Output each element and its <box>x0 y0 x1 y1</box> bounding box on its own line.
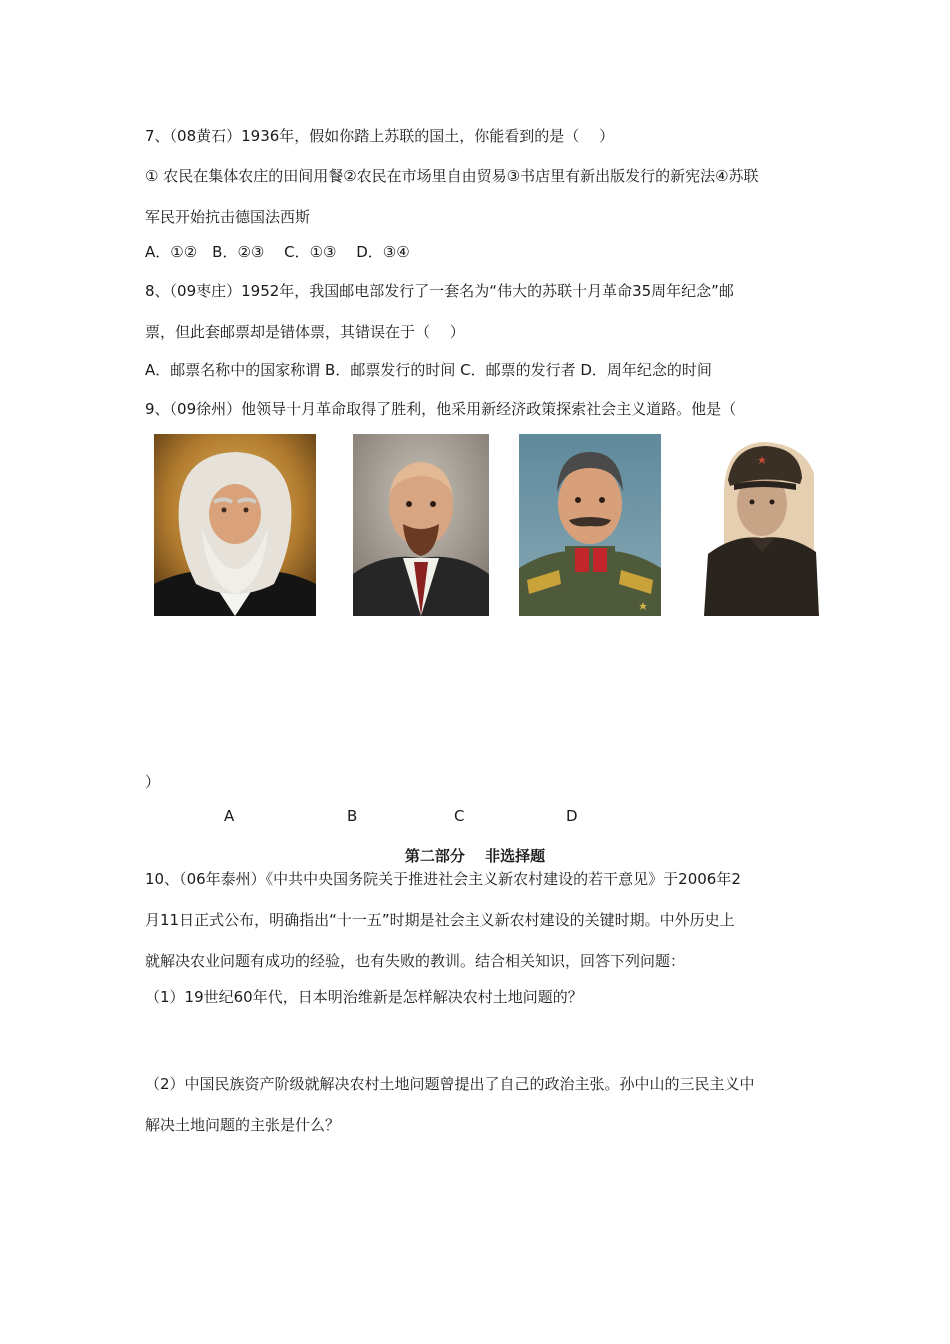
q10-stem-line-1: 10、（06年泰州）《中共中央国务院关于推进社会主义新农村建设的若干意见》于2006年2 <box>145 870 741 888</box>
option-label-a: A <box>224 807 235 825</box>
q7-detail-line-1: ① 农民在集体农庄的田间用餐②农民在市场里自由贸易③书店里有新出版发行的新宪法④苏联 <box>145 167 759 185</box>
q8-options: A．邮票名称中的国家称谓 B．邮票发行的时间 C．邮票的发行者 D．周年纪念的时间 <box>145 361 712 379</box>
q10-subquestion-2-line-1: （2）中国民族资产阶级就解决农村土地问题曾提出了自己的政治主张。孙中山的三民主义中 <box>145 1075 755 1093</box>
option-label-d: D <box>566 807 578 825</box>
q7-stem: 7、（08黄石）1936年，假如你踏上苏联的国土，你能看到的是（ ） <box>145 127 615 145</box>
q10-stem-line-3: 就解决农业问题有成功的经验，也有失败的教训。结合相关知识，回答下列问题： <box>145 952 686 970</box>
portrait-c-image <box>519 434 661 616</box>
q7-options: A．①② B．②③ C．①③ D．③④ <box>145 243 410 261</box>
option-label-b: B <box>347 807 358 825</box>
q9-close-paren: ） <box>145 773 161 791</box>
q9-stem: 9、（09徐州）他领导十月革命取得了胜利，他采用新经济政策探索社会主义道路。他是（ <box>145 400 737 418</box>
q8-stem-line-1: 8、（09枣庄）1952年，我国邮电部发行了一套名为“伟大的苏联十月革命35周年纪念”邮 <box>145 282 734 300</box>
option-label-c: C <box>454 807 465 825</box>
section-title: 第二部分 非选择题 <box>404 847 546 865</box>
q7-detail-line-2: 军民开始抗击德国法西斯 <box>145 208 311 226</box>
q10-subquestion-1: （1）19世纪60年代，日本明治维新是怎样解决农村土地问题的？ <box>145 988 583 1006</box>
portrait-d-image <box>704 434 819 616</box>
portrait-a-image <box>154 434 316 616</box>
q10-subquestion-2-line-2: 解决土地问题的主张是什么？ <box>145 1116 341 1134</box>
q8-stem-line-2: 票，但此套邮票却是错体票，其错误在于（ ） <box>145 323 465 341</box>
portrait-b-image <box>353 434 489 616</box>
q10-stem-line-2: 月11日正式公布，明确指出“十一五”时期是社会主义新农村建设的关键时期。中外历史上 <box>145 911 735 929</box>
